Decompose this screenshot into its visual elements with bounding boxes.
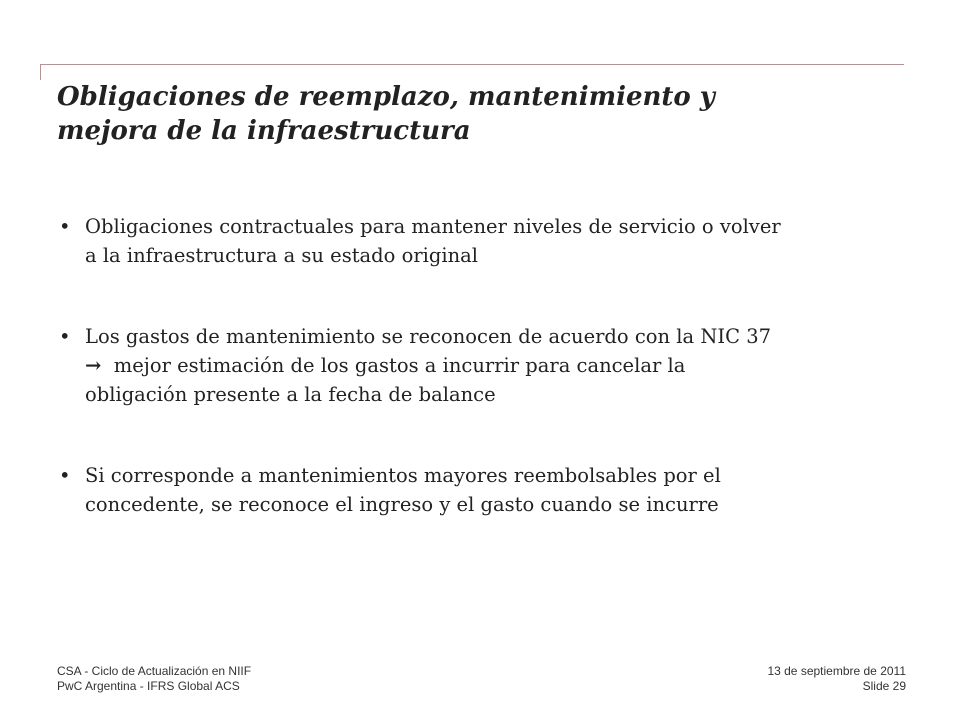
footer-organization: PwC Argentina - IFRS Global ACS bbox=[57, 679, 240, 693]
slide-title-line-2: mejora de la infraestructura bbox=[57, 116, 471, 146]
bullet-text-segment: mejor estimación de los gastos a incurrir para cancelar la bbox=[113, 354, 686, 377]
bullet-text-line: obligación presente a la fecha de balance bbox=[85, 383, 496, 406]
header-rule bbox=[40, 64, 904, 65]
bullet-item bbox=[57, 212, 917, 270]
bullet-item bbox=[57, 461, 917, 519]
bullet-text-line: concedente, se reconoce el ingreso y el gasto cuando se incurre bbox=[85, 493, 719, 516]
slide-number: Slide 29 bbox=[862, 679, 906, 693]
footer-right bbox=[767, 664, 906, 694]
footer-course-name: CSA - Ciclo de Actualización en NIIF bbox=[57, 664, 252, 678]
bullet-text-line: Los gastos de mantenimiento se reconocen de acuerdo con la NIC 37 bbox=[85, 325, 772, 348]
footer-left bbox=[57, 664, 251, 694]
bullet-marker: • bbox=[59, 325, 71, 348]
header-rule-corner bbox=[40, 64, 41, 80]
bullet-text-line: a la infraestructura a su estado original bbox=[85, 244, 479, 267]
arrow-right-icon: → bbox=[85, 354, 102, 377]
bullet-text-line: Obligaciones contractuales para mantener niveles de servicio o volver bbox=[85, 215, 781, 238]
bullet-item bbox=[57, 322, 917, 409]
slide-title-line-1: Obligaciones de reemplazo, mantenimiento y bbox=[57, 82, 715, 112]
slide-title bbox=[57, 80, 907, 148]
footer-date: 13 de septiembre de 2011 bbox=[767, 664, 906, 678]
bullet-marker: • bbox=[59, 464, 71, 487]
bullet-list bbox=[57, 212, 917, 571]
bullet-text-line: Si corresponde a mantenimientos mayores reembolsables por el bbox=[85, 464, 721, 487]
bullet-marker: • bbox=[59, 215, 71, 238]
bullet-text-line bbox=[85, 351, 917, 380]
